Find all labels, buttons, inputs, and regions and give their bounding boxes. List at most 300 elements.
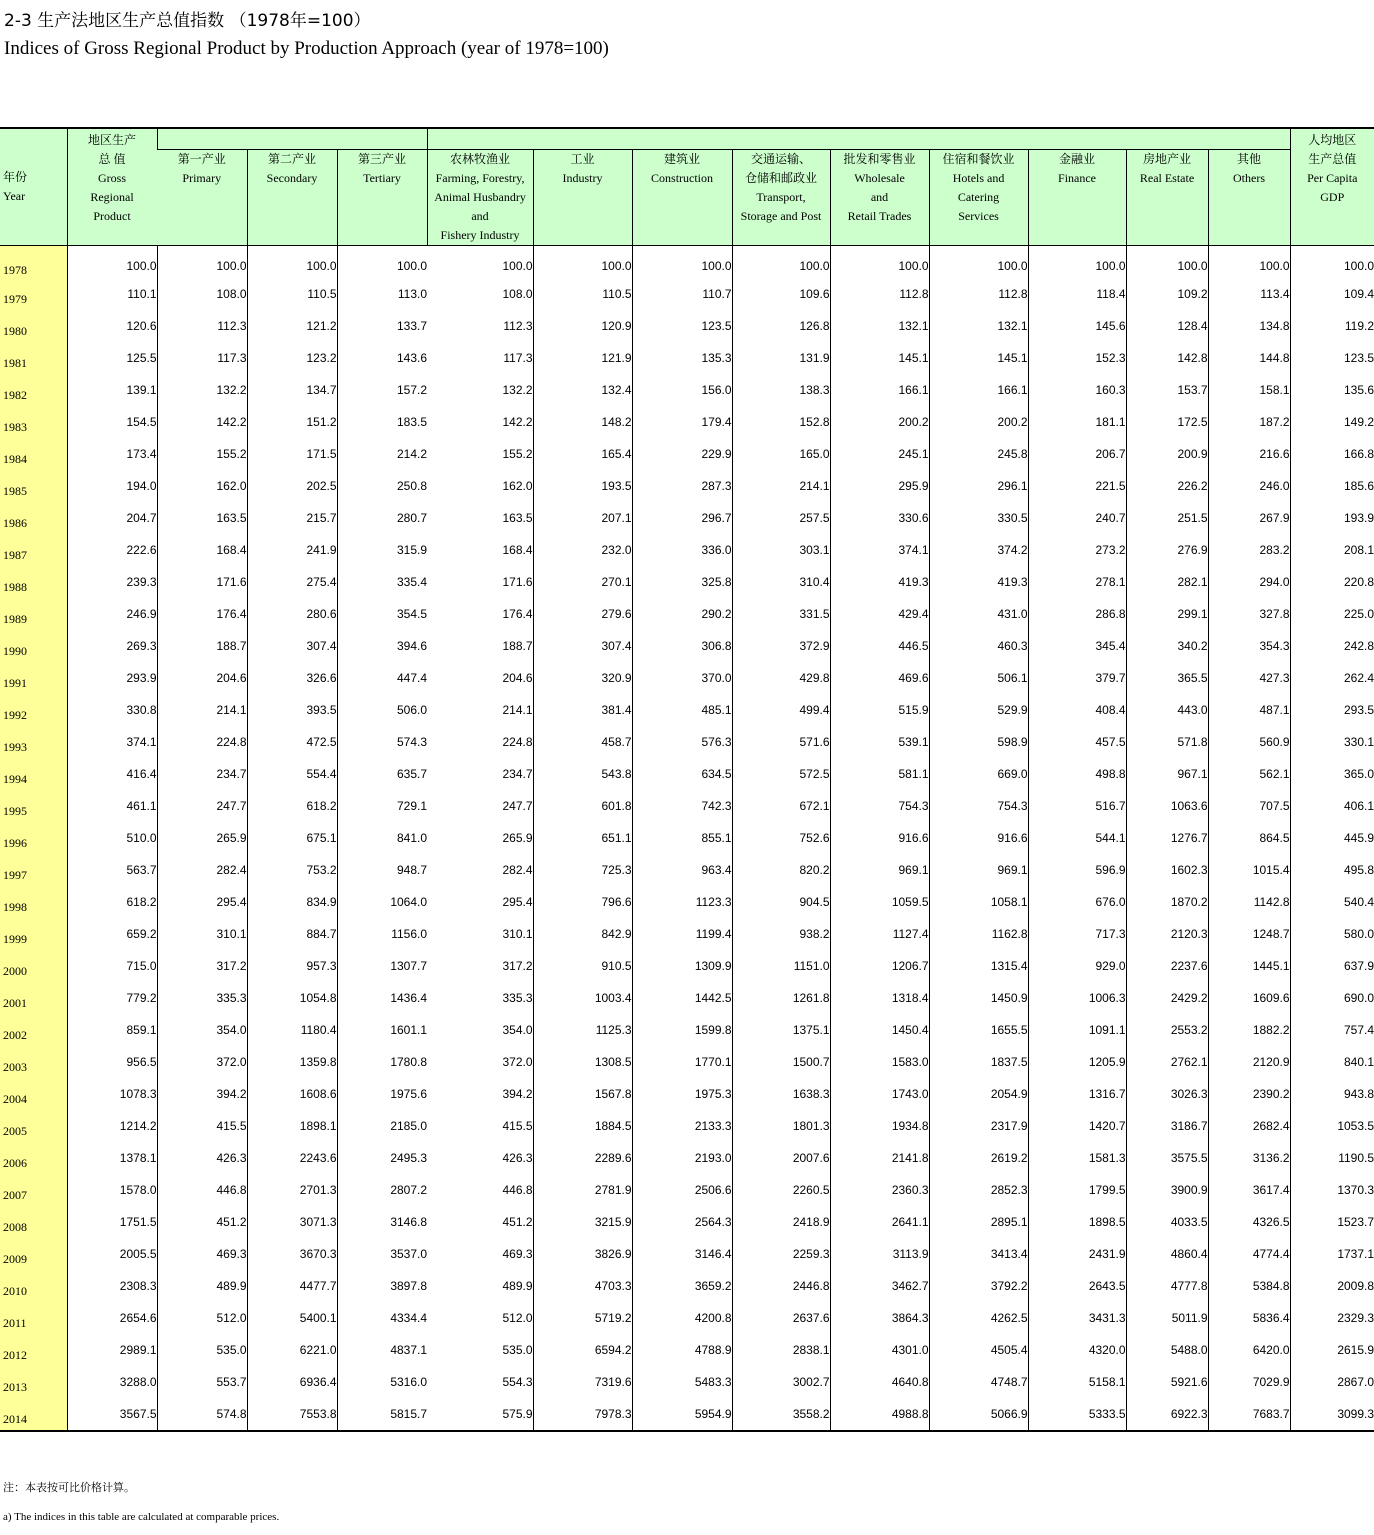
cell-industry: 165.4 [533, 438, 632, 470]
cell-farming: 234.7 [502, 767, 533, 781]
cell-industry: 100.0 [533, 246, 632, 279]
cell-wholesale: 429.4 [830, 598, 929, 630]
cell-construction: 485.1 [632, 694, 732, 726]
cell-secondary: 121.2 [247, 310, 337, 342]
cell-tertiary: 1064.0 [337, 886, 427, 918]
cell-hotels: 1315.4 [929, 950, 1028, 982]
cell-grp: 125.5 [67, 342, 157, 374]
cell-construction: 296.7 [632, 502, 732, 534]
cell-construction: 1309.9 [632, 950, 732, 982]
cell-finance: 2431.9 [1028, 1238, 1126, 1270]
cell-year [0, 1334, 67, 1366]
cell-transport: 2446.8 [732, 1270, 830, 1302]
cell-construction: 963.4 [632, 854, 732, 886]
cell-grp: 120.6 [67, 310, 157, 342]
cell-industry: 381.4 [533, 694, 632, 726]
cell-primary: 100.0 [157, 246, 247, 279]
cell-primary: 117.3 [157, 342, 247, 374]
cell-percapita: 293.5 [1290, 694, 1374, 726]
cell-hotels: 1450.9 [929, 982, 1028, 1014]
cell-percapita: 100.0 [1290, 246, 1374, 279]
cell-industry: 193.5 [533, 470, 632, 502]
cell-farming: 142.2 [502, 415, 533, 429]
cell-realestate: 226.2 [1126, 470, 1208, 502]
cell-percapita: 2329.3 [1290, 1302, 1374, 1334]
cell-construction: 100.0 [632, 246, 732, 279]
cell-construction: 3659.2 [632, 1270, 732, 1302]
cell-industry: 796.6 [533, 886, 632, 918]
cell-wholesale: 539.1 [830, 726, 929, 758]
cell-industry: 1308.5 [533, 1046, 632, 1078]
cell-percapita: 208.1 [1290, 534, 1374, 566]
cell-wholesale: 1127.4 [830, 918, 929, 950]
year-label: 2010 [3, 1283, 27, 1298]
cell-secondary: 100.0 [247, 246, 337, 279]
cell-hotels: 506.1 [929, 662, 1028, 694]
cell-secondary: 472.5 [247, 726, 337, 758]
cell-wholesale: 3864.3 [830, 1302, 929, 1334]
cell-transport: 572.5 [732, 758, 830, 790]
cell-tertiary: 635.7 [337, 758, 427, 790]
cell-industry: 458.7 [533, 726, 632, 758]
cell-realestate: 276.9 [1126, 534, 1208, 566]
cell-finance: 5333.5 [1028, 1398, 1126, 1431]
cell-percapita: 220.8 [1290, 566, 1374, 598]
cell-percapita: 109.4 [1290, 278, 1374, 310]
cell-year [0, 438, 67, 470]
cell-farming: 512.0 [502, 1311, 533, 1325]
cell-farming: 176.4 [502, 607, 533, 621]
year-label: 1989 [3, 611, 27, 626]
cell-grp: 1214.2 [67, 1110, 157, 1142]
cell-farming: 162.0 [502, 479, 533, 493]
cell-farming: 188.7 [502, 639, 533, 653]
cell-others: 1609.6 [1208, 982, 1290, 1014]
cell-others: 3136.2 [1208, 1142, 1290, 1174]
table-row [0, 374, 1374, 406]
cell-secondary: 2243.6 [247, 1142, 337, 1174]
table-row [0, 630, 1374, 662]
cell-year [0, 1238, 67, 1270]
cell-tertiary: 2185.0 [337, 1110, 427, 1142]
cell-finance: 717.3 [1028, 918, 1126, 950]
cell-realestate: 128.4 [1126, 310, 1208, 342]
cell-wholesale: 3462.7 [830, 1270, 929, 1302]
cell-wholesale: 145.1 [830, 342, 929, 374]
cell-secondary: 834.9 [247, 886, 337, 918]
cell-percapita: 123.5 [1290, 342, 1374, 374]
cell-tertiary: 948.7 [337, 854, 427, 886]
cell-grp: 2989.1 [67, 1334, 157, 1366]
cell-secondary: 2701.3 [247, 1174, 337, 1206]
cell-realestate: 2429.2 [1126, 982, 1208, 1014]
cell-year [0, 726, 67, 758]
table-row [0, 854, 1374, 886]
cell-tertiary: 4334.4 [337, 1302, 427, 1334]
cell-transport: 938.2 [732, 918, 830, 950]
cell-others: 283.2 [1208, 534, 1290, 566]
cell-hotels: 916.6 [929, 822, 1028, 854]
cell-finance: 206.7 [1028, 438, 1126, 470]
cell-others: 113.4 [1208, 278, 1290, 310]
cell-hotels: 5066.9 [929, 1398, 1028, 1431]
table-row [0, 1110, 1374, 1142]
cell-construction: 634.5 [632, 758, 732, 790]
cell-farming: 575.9 [427, 1398, 533, 1431]
cell-percapita: 135.6 [1290, 374, 1374, 406]
cell-industry: 7978.3 [533, 1398, 632, 1431]
cell-hotels: 2317.9 [929, 1110, 1028, 1142]
year-label: 2000 [3, 963, 27, 978]
cell-hotels: 1162.8 [929, 918, 1028, 950]
cell-finance: 1205.9 [1028, 1046, 1126, 1078]
cell-hotels: 3413.4 [929, 1238, 1028, 1270]
cell-secondary: 307.4 [247, 630, 337, 662]
cell-wholesale: 100.0 [830, 246, 929, 279]
cell-primary: 224.8 [157, 726, 247, 758]
table-row [0, 406, 1374, 438]
cell-hotels: 669.0 [929, 758, 1028, 790]
header-realestate: 房地产业 Real Estate [1126, 150, 1208, 246]
cell-industry: 5719.2 [533, 1302, 632, 1334]
cell-farming: 295.4 [502, 895, 533, 909]
cell-tertiary: 729.1 [337, 790, 427, 822]
cell-tertiary: 1780.8 [337, 1046, 427, 1078]
cell-percapita: 149.2 [1290, 406, 1374, 438]
cell-year [0, 790, 67, 822]
header-primary: 第一产业 Primary [157, 150, 247, 246]
cell-wholesale: 4640.8 [830, 1366, 929, 1398]
year-label: 2006 [3, 1155, 27, 1170]
cell-percapita: 119.2 [1290, 310, 1374, 342]
cell-year [0, 982, 67, 1014]
cell-tertiary: 250.8 [337, 470, 427, 502]
cell-tertiary: 183.5 [337, 406, 427, 438]
cell-industry: 1125.3 [533, 1014, 632, 1046]
cell-secondary: 151.2 [247, 406, 337, 438]
cell-finance: 1581.3 [1028, 1142, 1126, 1174]
cell-wholesale: 112.8 [830, 278, 929, 310]
cell-finance: 1420.7 [1028, 1110, 1126, 1142]
header-transport: 交通运输、 仓储和邮政业 Transport, Storage and Post [732, 150, 830, 246]
cell-tertiary: 2807.2 [337, 1174, 427, 1206]
cell-primary: 317.2 [157, 950, 247, 982]
cell-transport: 100.0 [732, 246, 830, 279]
cell-others: 7683.7 [1208, 1398, 1290, 1431]
cell-farming: 489.9 [502, 1279, 533, 1293]
cell-farming: 112.3 [503, 319, 533, 333]
year-label: 1987 [3, 547, 27, 562]
cell-percapita: 1737.1 [1290, 1238, 1374, 1270]
cell-others: 864.5 [1208, 822, 1290, 854]
cell-primary: 247.7 [157, 790, 247, 822]
cell-secondary: 5400.1 [247, 1302, 337, 1334]
cell-secondary: 3670.3 [247, 1238, 337, 1270]
table-row [0, 950, 1374, 982]
cell-secondary: 6221.0 [247, 1334, 337, 1366]
cell-primary: 415.5 [157, 1110, 247, 1142]
cell-secondary: 1359.8 [247, 1046, 337, 1078]
cell-farming: 554.3 [502, 1375, 533, 1389]
cell-realestate: 4777.8 [1126, 1270, 1208, 1302]
cell-others: 354.3 [1208, 630, 1290, 662]
cell-grp: 293.9 [67, 662, 157, 694]
cell-year [0, 1366, 67, 1398]
cell-farming: 204.6 [502, 671, 533, 685]
cell-industry: 7319.6 [533, 1366, 632, 1398]
cell-others: 6420.0 [1208, 1334, 1290, 1366]
cell-secondary: 241.9 [247, 534, 337, 566]
cell-hotels: 754.3 [929, 790, 1028, 822]
cell-transport: 138.3 [732, 374, 830, 406]
cell-hotels: 1058.1 [929, 886, 1028, 918]
cell-grp: 859.1 [67, 1014, 157, 1046]
cell-transport: 2637.6 [732, 1302, 830, 1334]
cell-grp: 510.0 [67, 822, 157, 854]
cell-others: 3617.4 [1208, 1174, 1290, 1206]
table-row [0, 1046, 1374, 1078]
cell-secondary: 1180.4 [247, 1014, 337, 1046]
cell-farming: 155.2 [502, 447, 533, 461]
cell-percapita: 637.9 [1290, 950, 1374, 982]
cell-farming: 100.0 [502, 258, 533, 273]
cell-tertiary: 5815.7 [337, 1398, 427, 1431]
cell-year [0, 886, 67, 918]
cell-primary: 451.2 [157, 1206, 247, 1238]
cell-primary: 142.2 [157, 406, 247, 438]
cell-finance: 240.7 [1028, 502, 1126, 534]
cell-farming: 446.8 [502, 1183, 533, 1197]
cell-realestate: 4860.4 [1126, 1238, 1208, 1270]
cell-farming: 354.0 [502, 1023, 533, 1037]
cell-finance: 408.4 [1028, 694, 1126, 726]
year-label: 2012 [3, 1347, 27, 1362]
table-row [0, 1270, 1374, 1302]
cell-wholesale: 2641.1 [830, 1206, 929, 1238]
cell-farming: 415.5 [502, 1119, 533, 1133]
cell-wholesale: 166.1 [830, 374, 929, 406]
cell-realestate: 5921.6 [1126, 1366, 1208, 1398]
cell-realestate: 2120.3 [1126, 918, 1208, 950]
table-row [0, 1206, 1374, 1238]
cell-transport: 257.5 [732, 502, 830, 534]
cell-farming: 247.7 [502, 799, 533, 813]
cell-secondary: 215.7 [247, 502, 337, 534]
cell-transport: 820.2 [732, 854, 830, 886]
year-label: 1986 [3, 515, 27, 530]
cell-construction: 325.8 [632, 566, 732, 598]
cell-industry: 725.3 [533, 854, 632, 886]
table-body [0, 246, 1374, 1432]
cell-industry: 120.9 [533, 310, 632, 342]
cell-industry: 6594.2 [533, 1334, 632, 1366]
cell-primary: 310.1 [157, 918, 247, 950]
table-row [0, 534, 1374, 566]
table-row [0, 1302, 1374, 1334]
cell-tertiary: 841.0 [337, 822, 427, 854]
cell-farming: 310.1 [502, 927, 533, 941]
year-label: 1988 [3, 579, 27, 594]
cell-year [0, 630, 67, 662]
cell-transport: 571.6 [732, 726, 830, 758]
cell-finance: 100.0 [1028, 246, 1126, 279]
header-year: 年份 Year [0, 128, 67, 246]
cell-wholesale: 1450.4 [830, 1014, 929, 1046]
cell-percapita: 943.8 [1290, 1078, 1374, 1110]
cell-grp: 110.1 [67, 278, 157, 310]
cell-wholesale: 4988.8 [830, 1398, 929, 1431]
cell-construction: 306.8 [632, 630, 732, 662]
cell-realestate: 299.1 [1126, 598, 1208, 630]
year-label: 2004 [3, 1091, 27, 1106]
table-row [0, 982, 1374, 1014]
cell-finance: 498.8 [1028, 758, 1126, 790]
cell-construction: 135.3 [632, 342, 732, 374]
cell-realestate: 1063.6 [1126, 790, 1208, 822]
cell-hotels: 969.1 [929, 854, 1028, 886]
cell-realestate: 282.1 [1126, 566, 1208, 598]
cell-primary: 214.1 [157, 694, 247, 726]
cell-wholesale: 245.1 [830, 438, 929, 470]
cell-industry: 3215.9 [533, 1206, 632, 1238]
cell-realestate: 5011.9 [1126, 1302, 1208, 1334]
cell-transport: 1375.1 [732, 1014, 830, 1046]
cell-realestate: 100.0 [1126, 246, 1208, 279]
table-row [0, 246, 1374, 279]
cell-tertiary: 1436.4 [337, 982, 427, 1014]
cell-grp: 1078.3 [67, 1078, 157, 1110]
table-row [0, 438, 1374, 470]
cell-finance: 345.4 [1028, 630, 1126, 662]
table-row [0, 1174, 1374, 1206]
cell-farming: 265.9 [502, 831, 533, 845]
cell-primary: 234.7 [157, 758, 247, 790]
cell-realestate: 109.2 [1126, 278, 1208, 310]
cell-percapita: 365.0 [1290, 758, 1374, 790]
cell-construction: 855.1 [632, 822, 732, 854]
cell-finance: 4320.0 [1028, 1334, 1126, 1366]
cell-secondary: 753.2 [247, 854, 337, 886]
cell-construction: 4788.9 [632, 1334, 732, 1366]
header-others: 其他 Others [1208, 150, 1290, 246]
cell-percapita: 166.8 [1290, 438, 1374, 470]
cell-year [0, 534, 67, 566]
cell-industry: 132.4 [533, 374, 632, 406]
cell-construction: 229.9 [632, 438, 732, 470]
cell-transport: 303.1 [732, 534, 830, 566]
cell-farming: 117.3 [503, 351, 533, 365]
cell-year [0, 406, 67, 438]
cell-transport: 429.8 [732, 662, 830, 694]
cell-percapita: 495.8 [1290, 854, 1374, 886]
cell-primary: 335.3 [157, 982, 247, 1014]
cell-percapita: 1523.7 [1290, 1206, 1374, 1238]
cell-wholesale: 200.2 [830, 406, 929, 438]
cell-hotels: 330.5 [929, 502, 1028, 534]
cell-farming: 171.6 [502, 575, 533, 589]
header-finance: 金融业 Finance [1028, 150, 1126, 246]
cell-grp: 2005.5 [67, 1238, 157, 1270]
year-label: 1998 [3, 899, 27, 914]
cell-farming: 394.2 [502, 1087, 533, 1101]
cell-percapita: 2009.8 [1290, 1270, 1374, 1302]
cell-finance: 1898.5 [1028, 1206, 1126, 1238]
cell-grp: 3288.0 [67, 1366, 157, 1398]
cell-others: 327.8 [1208, 598, 1290, 630]
cell-transport: 2259.3 [732, 1238, 830, 1270]
cell-farming: 317.2 [502, 959, 533, 973]
cell-grp: 2308.3 [67, 1270, 157, 1302]
cell-percapita: 1053.5 [1290, 1110, 1374, 1142]
cell-wholesale: 132.1 [830, 310, 929, 342]
cell-others: 1882.2 [1208, 1014, 1290, 1046]
cell-primary: 163.5 [157, 502, 247, 534]
cell-others: 2120.9 [1208, 1046, 1290, 1078]
cell-primary: 171.6 [157, 566, 247, 598]
cell-realestate: 3026.3 [1126, 1078, 1208, 1110]
cell-transport: 109.6 [732, 278, 830, 310]
cell-year [0, 950, 67, 982]
cell-hotels: 112.8 [929, 278, 1028, 310]
cell-wholesale: 969.1 [830, 854, 929, 886]
cell-realestate: 340.2 [1126, 630, 1208, 662]
year-label: 1984 [3, 451, 27, 466]
cell-others: 562.1 [1208, 758, 1290, 790]
cell-construction: 1975.3 [632, 1078, 732, 1110]
cell-others: 5384.8 [1208, 1270, 1290, 1302]
cell-realestate: 5488.0 [1126, 1334, 1208, 1366]
cell-wholesale: 330.6 [830, 502, 929, 534]
cell-hotels: 419.3 [929, 566, 1028, 598]
cell-realestate: 967.1 [1126, 758, 1208, 790]
cell-primary: 446.8 [157, 1174, 247, 1206]
header-farming: 农林牧渔业 Farming, Forestry, Animal Husbandry and Fishery Industry [427, 150, 533, 246]
cell-farming: 282.4 [502, 863, 533, 877]
cell-percapita: 840.1 [1290, 1046, 1374, 1078]
cell-wholesale: 1934.8 [830, 1110, 929, 1142]
cell-tertiary: 100.0 [337, 246, 427, 279]
cell-secondary: 3071.3 [247, 1206, 337, 1238]
cell-tertiary: 4837.1 [337, 1334, 427, 1366]
header-percapita: 人均地区 生产总值 Per Capita GDP [1290, 128, 1374, 246]
cell-secondary: 393.5 [247, 694, 337, 726]
cell-industry: 910.5 [533, 950, 632, 982]
cell-primary: 574.8 [157, 1398, 247, 1431]
cell-others: 100.0 [1208, 246, 1290, 279]
cell-others: 134.8 [1208, 310, 1290, 342]
cell-realestate: 571.8 [1126, 726, 1208, 758]
cell-realestate: 2553.2 [1126, 1014, 1208, 1046]
cell-construction: 5954.9 [632, 1398, 732, 1431]
cell-grp: 563.7 [67, 854, 157, 886]
cell-transport: 331.5 [732, 598, 830, 630]
table-row [0, 502, 1374, 534]
cell-hotels: 4505.4 [929, 1334, 1028, 1366]
cell-industry: 279.6 [533, 598, 632, 630]
cell-others: 216.6 [1208, 438, 1290, 470]
cell-tertiary: 157.2 [337, 374, 427, 406]
cell-realestate: 142.8 [1126, 342, 1208, 374]
year-label: 1985 [3, 483, 27, 498]
cell-industry: 842.9 [533, 918, 632, 950]
cell-tertiary: 143.6 [337, 342, 427, 374]
cell-grp: 1378.1 [67, 1142, 157, 1174]
cell-primary: 489.9 [157, 1270, 247, 1302]
cell-secondary: 171.5 [247, 438, 337, 470]
cell-primary: 188.7 [157, 630, 247, 662]
page-title-en: Indices of Gross Regional Product by Production Approach (year of 1978=100) [4, 38, 609, 59]
cell-finance: 544.1 [1028, 822, 1126, 854]
